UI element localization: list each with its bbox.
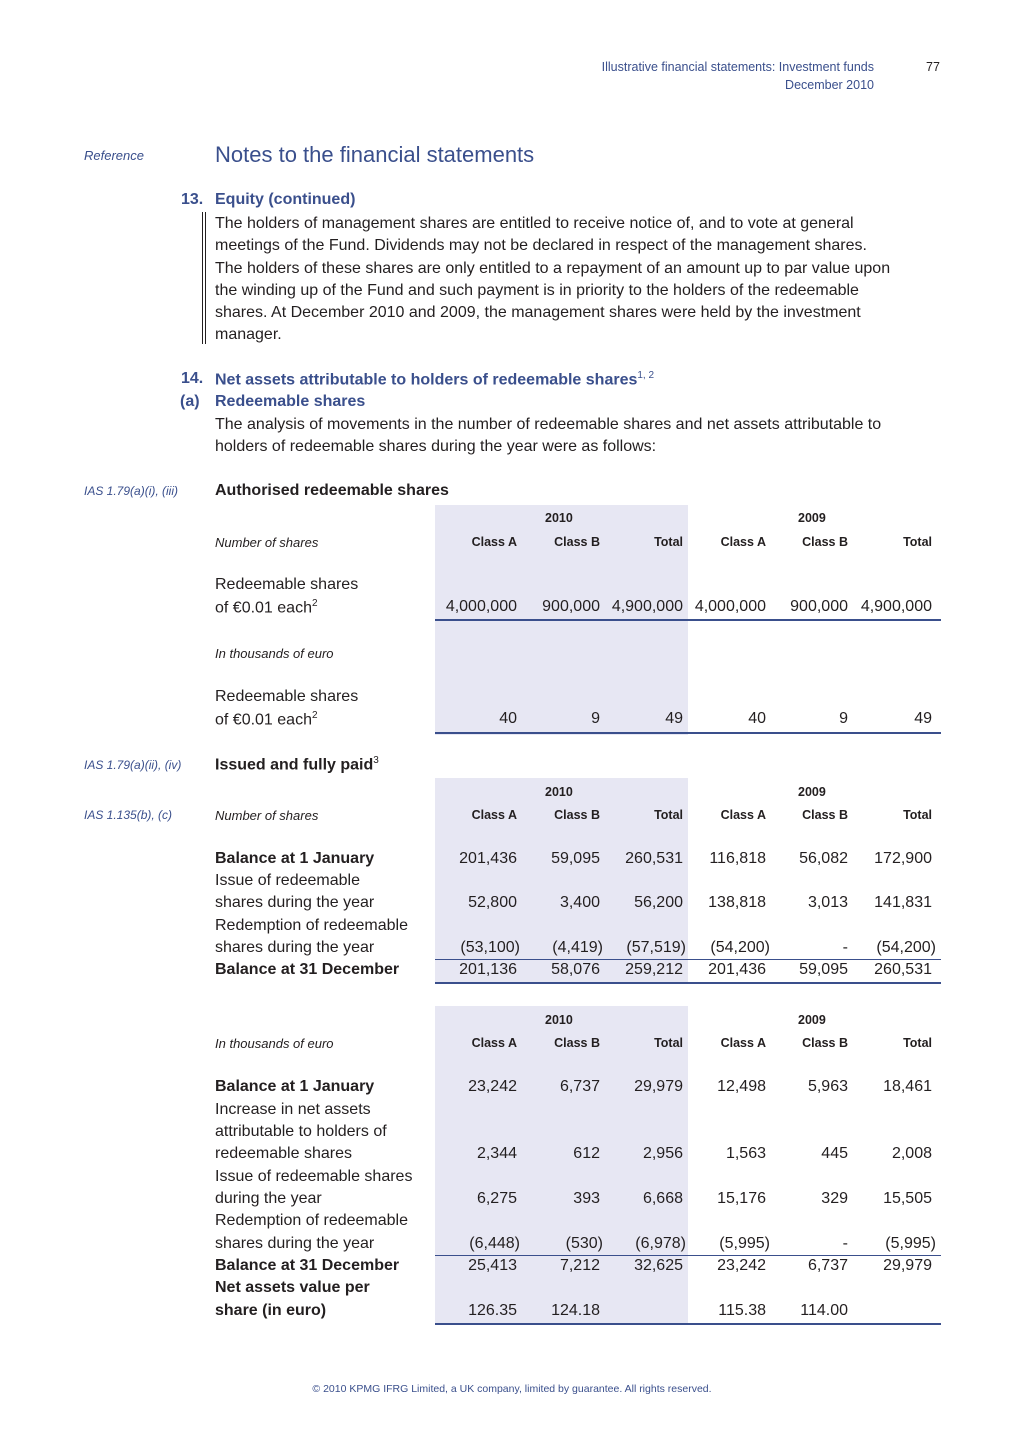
note13-title: Equity (continued) (215, 191, 356, 208)
cell: 6,737 (807, 1257, 848, 1274)
row-label: attributable to holders of (215, 1123, 387, 1140)
cell: 58,076 (551, 961, 600, 978)
col-header: Class A (471, 535, 517, 549)
row-label: Issue of redeemable (215, 872, 360, 889)
col-header: Total (903, 535, 932, 549)
cell: 329 (821, 1190, 848, 1207)
year-2010: 2010 (545, 785, 573, 799)
page-title: Notes to the financial statements (215, 142, 535, 167)
row-label: Increase in net assets (215, 1101, 371, 1118)
cell: 15,505 (883, 1190, 932, 1207)
text-line: The analysis of movements in the number of redeemable shares and net assets attributable to (215, 416, 882, 433)
col-header: Class A (471, 808, 517, 822)
copyright-footer: © 2010 KPMG IFRG Limited, a UK company, limited by guarantee. All rights reserved. (312, 1383, 712, 1395)
col-header: Class A (720, 808, 766, 822)
col-header: Class B (554, 1036, 600, 1050)
col-header: Class B (802, 1036, 848, 1050)
cell: 23,242 (468, 1078, 517, 1095)
cell: 15,176 (717, 1190, 766, 1207)
cell: 201,436 (459, 850, 517, 867)
row-label: Redeemable shares (215, 688, 359, 705)
row-label: share (in euro) (215, 1302, 327, 1319)
unit-label: In thousands of euro (215, 646, 334, 661)
row-label: Issue of redeemable shares (215, 1168, 413, 1185)
cell: 124.18 (551, 1302, 600, 1319)
cell: 900,000 (542, 598, 600, 615)
note14-paragraph (215, 414, 945, 459)
cell: 900,000 (790, 598, 848, 615)
cell: 445 (821, 1145, 848, 1162)
note14-sub-number: (a) (180, 393, 200, 410)
col-header: Class B (802, 535, 848, 549)
row-label: Balance at 1 January (215, 1078, 375, 1095)
ias-reference: IAS 1.79(a)(ii), (iv) (84, 758, 182, 772)
cell: 4,000,000 (445, 598, 517, 615)
cell: 116,818 (709, 850, 766, 867)
cell: 141,831 (874, 894, 932, 911)
table-rule (435, 1323, 941, 1325)
cell: 3,400 (559, 894, 600, 911)
cell: 138,818 (708, 894, 766, 911)
year-2009: 2009 (798, 1013, 826, 1027)
year-2009: 2009 (798, 511, 826, 525)
col-header: Class A (720, 535, 766, 549)
cell: 9 (591, 710, 600, 727)
cell: (57,519) (626, 939, 686, 956)
col-header: Total (654, 808, 683, 822)
cell: 201,436 (708, 961, 766, 978)
note13-number: 13. (181, 191, 204, 208)
row-label: during the year (215, 1190, 322, 1207)
cell: 52,800 (468, 894, 517, 911)
ias-reference: IAS 1.135(b), (c) (84, 808, 173, 822)
cell: 4,000,000 (694, 598, 766, 615)
note13-paragraph (215, 213, 945, 347)
col-header: Class B (802, 808, 848, 822)
text-line: shares. At December 2010 and 2009, the management shares were held by the investment (215, 304, 861, 322)
cell: (4,419) (552, 939, 603, 956)
cell: 40 (499, 710, 517, 727)
text-line: The holders of these shares are only entitled to a repayment of an amount up to par value upon (215, 259, 891, 277)
cell: 5,963 (807, 1078, 848, 1095)
cell: 56,200 (634, 894, 683, 911)
cell: 12,498 (717, 1078, 766, 1095)
unit-label: In thousands of euro (215, 1036, 334, 1051)
cell: 3,013 (807, 894, 848, 911)
year-2009: 2009 (798, 785, 826, 799)
issued-title: Issued and fully paid$^3$ (215, 755, 379, 774)
authorised-title: Authorised redeemable shares (215, 482, 449, 499)
cell: 393 (573, 1190, 600, 1207)
row-label: Redeemable shares (215, 576, 359, 593)
row-label: shares during the year (215, 894, 375, 911)
cell: (53,100) (460, 939, 520, 956)
row-label: Redemption of redeemable (215, 1212, 409, 1229)
cell: 172,900 (874, 850, 932, 867)
table-rule (435, 619, 941, 621)
text-line: holders of redeemable shares during the year were as follows: (215, 438, 657, 456)
cell: 2,344 (476, 1145, 517, 1162)
cell: 49 (914, 710, 932, 727)
cell: 260,531 (625, 850, 683, 867)
cell: 59,095 (799, 961, 848, 978)
cell: 56,082 (799, 850, 848, 867)
cell: 6,737 (559, 1078, 600, 1095)
cell: - (842, 939, 848, 956)
cell: 1,563 (725, 1145, 766, 1162)
subtotal-rule (435, 959, 941, 960)
row-label: of €0.01 each$^2$ (215, 598, 318, 617)
cell: 9 (839, 710, 848, 727)
header-title: Illustrative financial statements: Investment funds (601, 60, 874, 74)
row-label: Balance at 31 December (215, 961, 400, 978)
cell: 612 (573, 1145, 600, 1162)
cell: 18,461 (883, 1078, 932, 1095)
col-header: Class A (471, 1036, 517, 1050)
note14-title: Net assets attributable to holders of redeemable shares$^{1, 2}$ (215, 370, 655, 389)
cell: 4,900,000 (611, 598, 683, 615)
row-label: shares during the year (215, 939, 375, 956)
table-rule (435, 982, 941, 984)
cell: 6,668 (642, 1190, 683, 1207)
page-number: 77 (926, 60, 940, 74)
cell: (5,995) (885, 1235, 936, 1252)
year-2010: 2010 (545, 1013, 573, 1027)
cell: (6,978) (635, 1235, 686, 1252)
change-bar (202, 212, 203, 344)
cell: 49 (665, 710, 683, 727)
row-label: Balance at 1 January (215, 850, 375, 867)
cell: 2,956 (642, 1145, 683, 1162)
col-header: Total (903, 808, 932, 822)
year-2010: 2010 (545, 511, 573, 525)
cell: (5,995) (719, 1235, 770, 1252)
cell: 260,531 (874, 961, 932, 978)
row-label: Redemption of redeemable (215, 917, 409, 934)
ias-reference: IAS 1.79(a)(i), (iii) (84, 484, 179, 498)
cell: 4,900,000 (860, 598, 932, 615)
col-header: Class B (554, 535, 600, 549)
cell: 40 (748, 710, 766, 727)
header-date: December 2010 (785, 78, 874, 92)
cell: 25,413 (468, 1257, 517, 1274)
cell: 59,095 (551, 850, 600, 867)
col-header: Class B (554, 808, 600, 822)
cell: 114.00 (800, 1302, 848, 1319)
unit-label: Number of shares (215, 535, 319, 550)
cell: 29,979 (883, 1257, 932, 1274)
cell: 6,275 (476, 1190, 517, 1207)
cell: 115.38 (718, 1302, 766, 1319)
note14-sub-title: Redeemable shares (215, 393, 366, 410)
table-rule (435, 732, 941, 734)
cell: 23,242 (717, 1257, 766, 1274)
col-header: Total (654, 1036, 683, 1050)
col-header: Total (903, 1036, 932, 1050)
reference-label: Reference (84, 148, 144, 163)
shade-2010 (435, 1006, 688, 1324)
text-line: The holders of management shares are entitled to receive notice of, and to vote at general (215, 215, 854, 232)
row-label: redeemable shares (215, 1145, 352, 1162)
change-bar (205, 212, 206, 344)
text-line: meetings of the Fund. Dividends may not be declared in respect of the management shares. (215, 237, 867, 255)
cell: 201,136 (459, 961, 517, 978)
cell: 29,979 (634, 1078, 683, 1095)
subtotal-rule (435, 1255, 941, 1256)
col-header: Total (654, 535, 683, 549)
cell: (54,200) (876, 939, 936, 956)
unit-label: Number of shares (215, 808, 319, 823)
cell: 259,212 (625, 961, 683, 978)
cell: (530) (565, 1235, 603, 1252)
cell: 2,008 (891, 1145, 932, 1162)
note14-number: 14. (181, 370, 204, 387)
row-label: Net assets value per (215, 1279, 370, 1296)
row-label: Balance at 31 December (215, 1257, 400, 1274)
cell: 126.35 (468, 1302, 517, 1319)
cell: 32,625 (634, 1257, 683, 1274)
text-line: manager. (215, 326, 282, 344)
cell: - (842, 1235, 848, 1252)
text-line: the winding up of the Fund and such payment is in priority to the holders of the redeemable (215, 281, 859, 299)
row-label: shares during the year (215, 1235, 375, 1252)
cell: (6,448) (469, 1235, 520, 1252)
cell: 7,212 (559, 1257, 600, 1274)
col-header: Class A (720, 1036, 766, 1050)
cell: (54,200) (710, 939, 770, 956)
row-label: of €0.01 each$^2$ (215, 710, 318, 729)
